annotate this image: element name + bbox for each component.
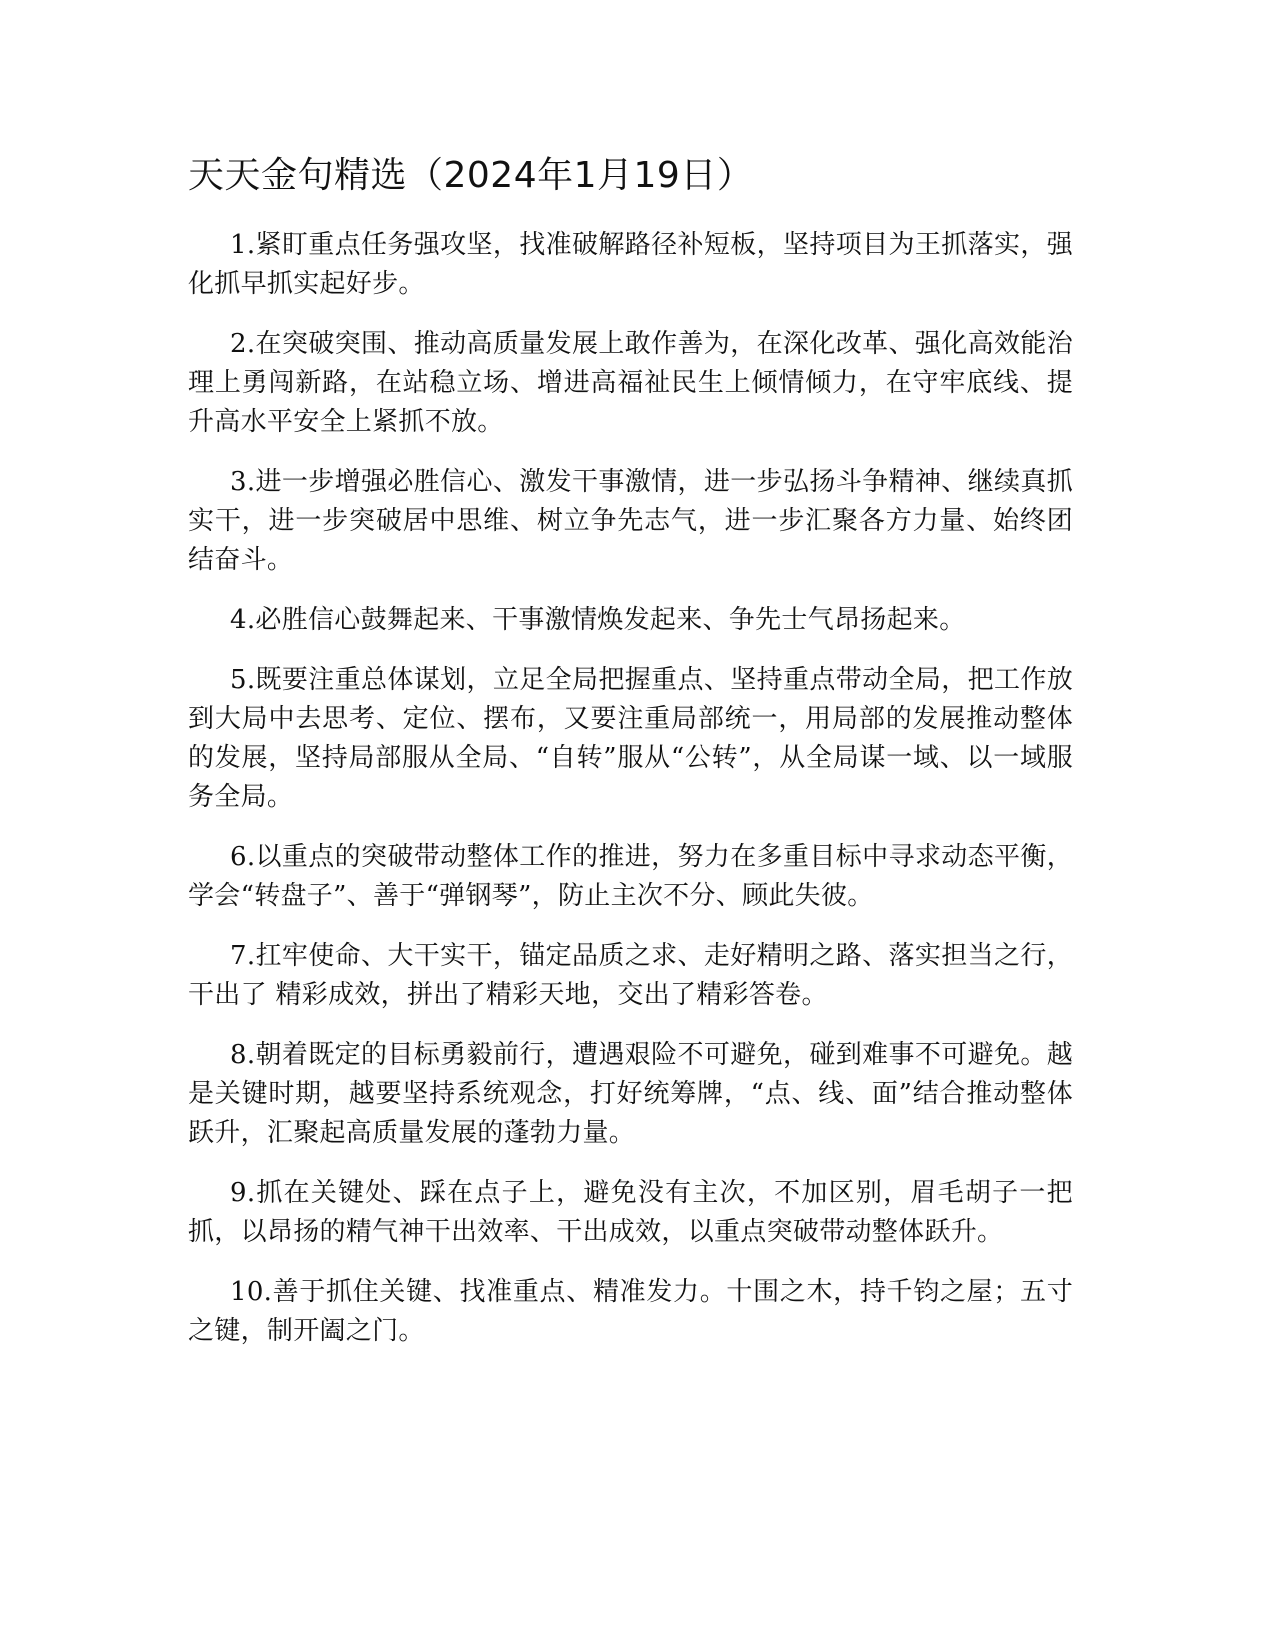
quote-item-2: 2.在突破突围、推动高质量发展上敢作善为，在深化改革、强化高效能治理上勇闯新路，在站稳立场、增进高福祉民生上倾情倾力，在守牢底线、提升高水平安全上紧抓不放。: [188, 329, 1073, 437]
quote-item-5: 5.既要注重总体谋划，立足全局把握重点、坚持重点带动全局，把工作放到大局中去思考、定位、摆布，又要注重局部统一，用局部的发展推动整体的发展，坚持局部服从全局、“自转”服从“公转”，从全局谋一域、以一域服务全局。: [188, 665, 1073, 812]
quote-item-8: 8.朝着既定的目标勇毅前行，遭遇艰险不可避免，碰到难事不可避免。越是关键时期，越要坚持系统观念，打好统筹牌，“点、线、面”结合推动整体跃升，汇聚起高质量发展的蓬勃力量。: [188, 1040, 1073, 1148]
quote-item-4: 4.必胜信心鼓舞起来、干事激情焕发起来、争先士气昂扬起来。: [230, 605, 966, 635]
quote-item-10: 10.善于抓住关键、找准重点、精准发力。十围之木，持千钧之屋；五寸之键，制开阖之门。: [188, 1277, 1073, 1346]
quote-list: [188, 226, 1073, 1372]
quote-item-7: 7.扛牢使命、大干实干，锚定品质之求、走好精明之路、落实担当之行，干出了 精彩成效，拼出了精彩天地，交出了精彩答卷。: [188, 941, 1073, 1010]
quote-item-3: 3.进一步增强必胜信心、激发干事激情，进一步弘扬斗争精神、继续真抓实干，进一步突破居中思维、树立争先志气，进一步汇聚各方力量、始终团结奋斗。: [188, 467, 1073, 575]
quote-item-1: 1.紧盯重点任务强攻坚，找准破解路径补短板，坚持项目为王抓落实，强化抓早抓实起好步。: [188, 230, 1073, 299]
document-title: 天天金句精选（2024年1月19日）: [188, 155, 754, 196]
quote-item-9: 9.抓在关键处、踩在点子上，避免没有主次，不加区别，眉毛胡子一把抓，以昂扬的精气神干出效率、干出成效，以重点突破带动整体跃升。: [188, 1178, 1073, 1247]
quote-item-6: 6.以重点的突破带动整体工作的推进，努力在多重目标中寻求动态平衡，学会“转盘子”、善于“弹钢琴”，防止主次不分、顾此失彼。: [188, 842, 1073, 911]
